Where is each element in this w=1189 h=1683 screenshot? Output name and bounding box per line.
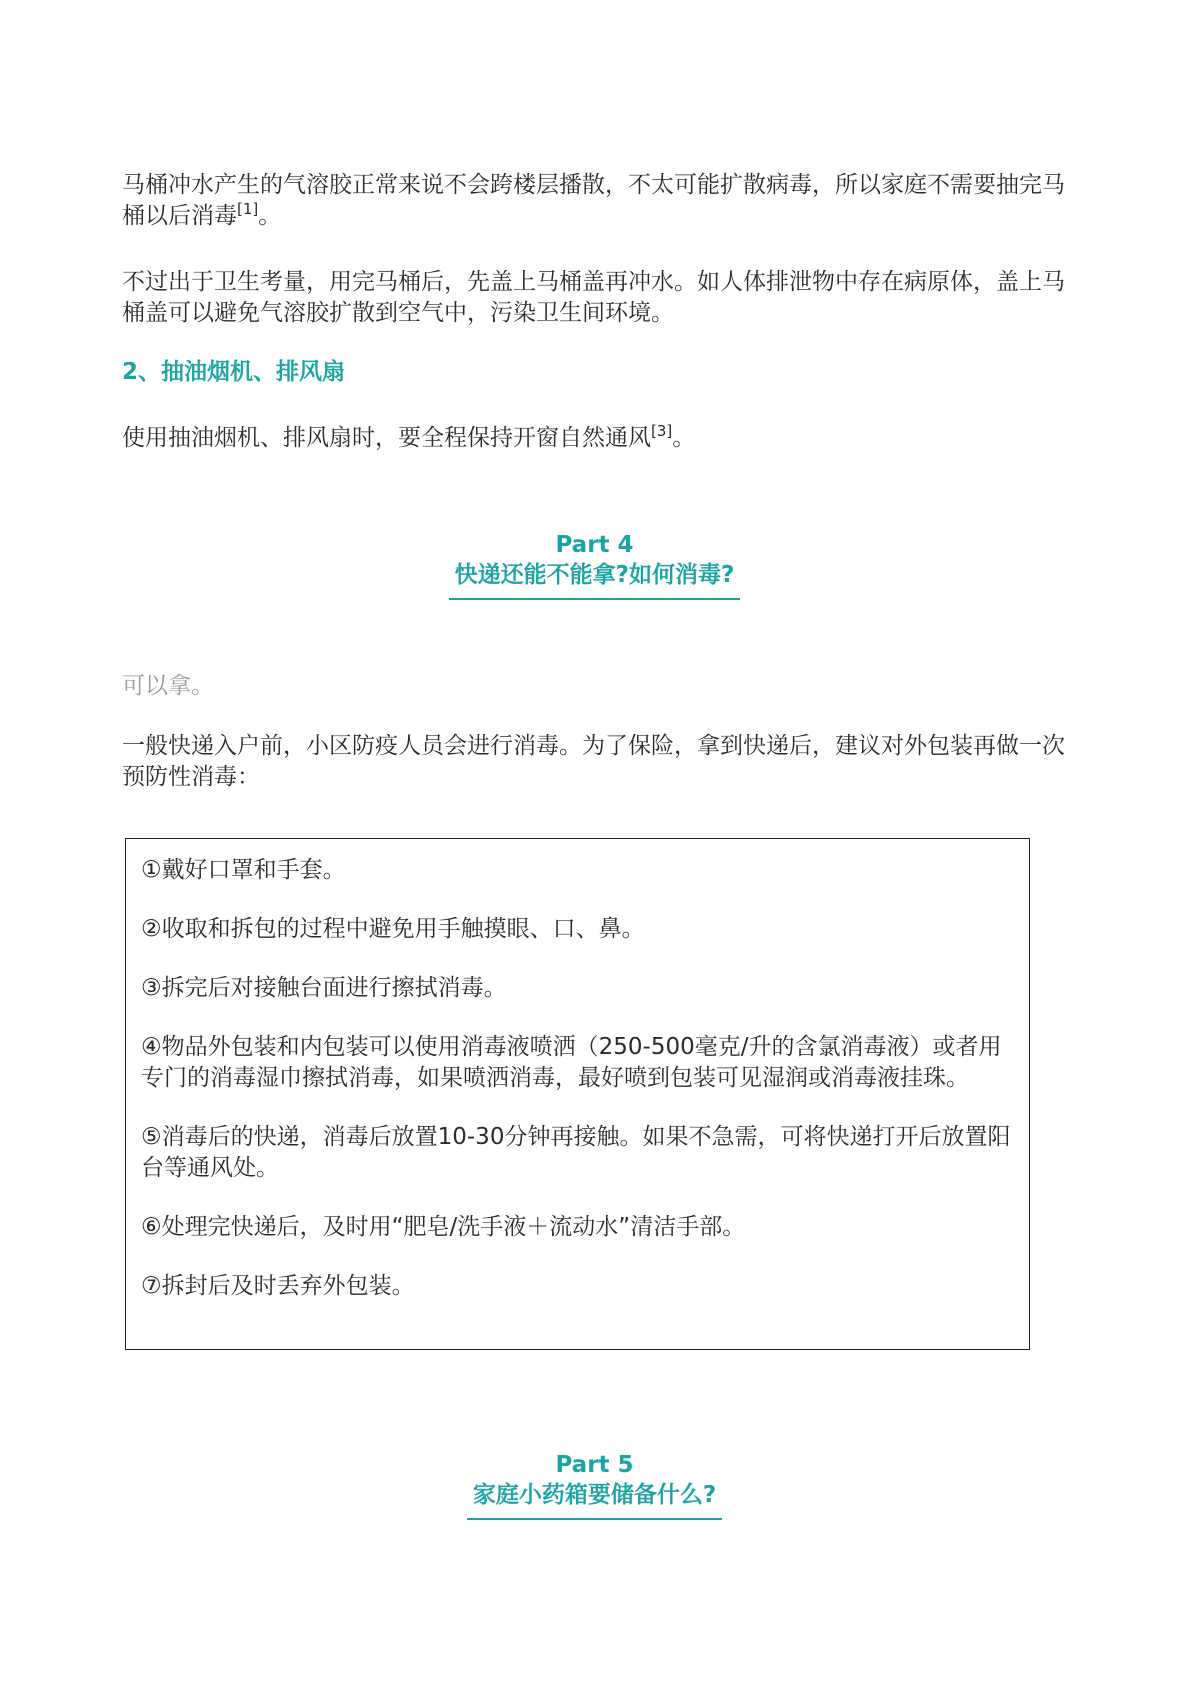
paragraph-text: 马桶冲水产生的气溶胶正常来说不会跨楼层播散，不太可能扩散病毒，所以家庭不需要抽完马桶以后消毒 bbox=[122, 172, 1065, 229]
part4-label: Part 4 bbox=[555, 532, 634, 558]
paragraph-end: 。 bbox=[258, 203, 282, 229]
answer-text: 可以拿。 bbox=[122, 673, 214, 699]
section-heading-range-hood: 2、抽油烟机、排风扇 bbox=[122, 359, 346, 385]
part5-header bbox=[0, 1450, 1189, 1520]
part5-label: Part 5 bbox=[555, 1452, 634, 1478]
part5-title: 家庭小药箱要储备什么? bbox=[467, 1480, 722, 1520]
step-item: ⑤消毒后的快递，消毒后放置10-30分钟再接触。如果不急需，可将快递打开后放置阳台等通风处。 bbox=[141, 1124, 1011, 1181]
paragraph-toilet-lid: 不过出于卫生考量，用完马桶后，先盖上马桶盖再冲水。如人体排泄物中存在病原体，盖上马桶盖可以避免气溶胶扩散到空气中，污染卫生间环境。 bbox=[122, 269, 1065, 326]
paragraph-text: 使用抽油烟机、排风扇时，要全程保持开窗自然通风 bbox=[122, 425, 651, 451]
citation: [1] bbox=[237, 200, 259, 218]
part4-header bbox=[0, 530, 1189, 600]
paragraph-intro: 一般快递入户前，小区防疫人员会进行消毒。为了保险，拿到快递后，建议对外包装再做一次预防性消毒： bbox=[122, 733, 1065, 790]
part4-title: 快递还能不能拿?如何消毒? bbox=[449, 560, 741, 600]
citation: [3] bbox=[651, 422, 673, 440]
paragraph-toilet-aerosol bbox=[122, 170, 1072, 232]
steps-box bbox=[125, 838, 1030, 1350]
step-item: ⑦拆封后及时丢弃外包装。 bbox=[141, 1273, 415, 1299]
step-item: ⑥处理完快递后，及时用“肥皂/洗手液＋流动水”清洁手部。 bbox=[141, 1214, 746, 1240]
step-item: ①戴好口罩和手套。 bbox=[141, 857, 346, 883]
step-item: ③拆完后对接触台面进行擦拭消毒。 bbox=[141, 975, 507, 1001]
step-item: ④物品外包装和内包装可以使用消毒液喷洒（250-500毫克/升的含氯消毒液）或者用专门的消毒湿巾擦拭消毒，如果喷洒消毒，最好喷到包装可见湿润或消毒液挂珠。 bbox=[141, 1034, 1002, 1091]
paragraph-end: 。 bbox=[672, 425, 696, 451]
paragraph-ventilation bbox=[122, 423, 1072, 454]
step-item: ②收取和拆包的过程中避免用手触摸眼、口、鼻。 bbox=[141, 916, 645, 942]
